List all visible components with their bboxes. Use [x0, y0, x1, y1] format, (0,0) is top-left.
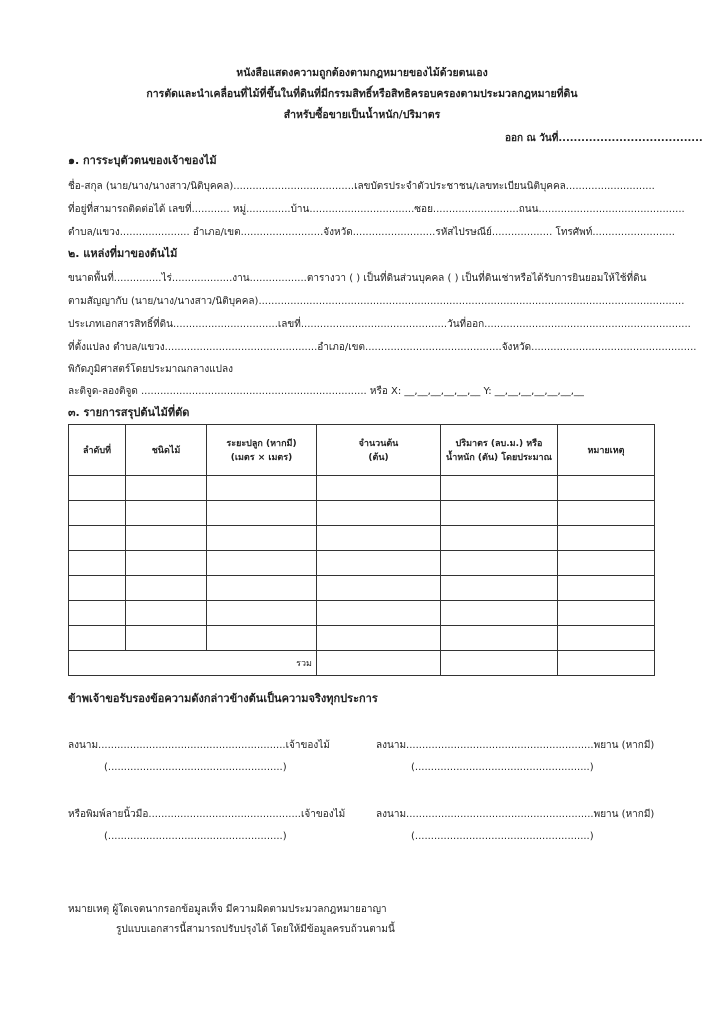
table-row[interactable]: [69, 601, 655, 626]
table-cell[interactable]: [441, 501, 558, 526]
table-cell[interactable]: [441, 551, 558, 576]
table-cell[interactable]: [126, 601, 207, 626]
table-cell[interactable]: [207, 476, 317, 501]
certification-statement: ข้าพเจ้าขอรับรองข้อความดังกล่าวข้างต้นเป็นความจริงทุกประการ: [68, 692, 378, 705]
land-document-row[interactable]: ประเภทเอกสารสิทธิ์ที่ดิน.................................เลขที่..............................................วันที่ออก.................................................................: [68, 319, 691, 330]
table-row[interactable]: [69, 626, 655, 651]
table-total-row: [69, 651, 655, 676]
table-row[interactable]: [69, 576, 655, 601]
owner-address-row[interactable]: ที่อยู่ที่สามารถติดต่อได้ เลขที่............ หมู่..............บ้าน.................................ซอย...........................ถนน..............................................: [68, 204, 685, 215]
total-volume-cell[interactable]: [441, 651, 558, 676]
coordinates-label: พิกัดภูมิศาสตร์โดยประมาณกลางแปลง: [68, 364, 234, 375]
table-cell[interactable]: [441, 476, 558, 501]
witness1-name-line[interactable]: (.......................................................): [411, 762, 594, 773]
col-header-count: จำนวนต้น (ต้น): [317, 425, 441, 476]
table-cell[interactable]: [69, 526, 126, 551]
owner-signature-line[interactable]: ลงนาม...........................................................เจ้าของไม้: [68, 740, 330, 751]
table-cell[interactable]: [558, 526, 655, 551]
table-cell[interactable]: [441, 576, 558, 601]
table-row[interactable]: [69, 501, 655, 526]
owner-name-line[interactable]: (.......................................................): [104, 762, 287, 773]
document-title: หนังสือแสดงความถูกต้องตามกฎหมายของไม้ด้วยตนเอง: [236, 67, 488, 79]
table-cell[interactable]: [317, 551, 441, 576]
table-cell[interactable]: [441, 626, 558, 651]
table-cell[interactable]: [317, 576, 441, 601]
col-header-order: ลำดับที่: [69, 425, 126, 476]
table-cell[interactable]: [207, 501, 317, 526]
owner-name-row[interactable]: ชื่อ-สกุล (นาย/นาง/นางสาว/นิติบุคคล)......................................เลขบัตรประจำตัวประชาชน/เลขทะเบียนนิติบุคคล............................: [68, 181, 655, 192]
total-count-cell[interactable]: [317, 651, 441, 676]
document-subtitle: การตัดและนำเคลื่อนที่ไม้ที่ขึ้นในที่ดินที่มีกรรมสิทธิ์หรือสิทธิครอบครองตามประมวลกฎหมายที่ดิน: [146, 88, 578, 100]
col-header-volume: ปริมาตร (ลบ.ม.) หรือ น้ำหนัก (ตัน) โดยประมาณ: [441, 425, 558, 476]
table-cell[interactable]: [69, 601, 126, 626]
table-cell[interactable]: [126, 576, 207, 601]
tree-summary-table: [68, 424, 655, 676]
table-cell[interactable]: [558, 626, 655, 651]
table-cell[interactable]: [126, 626, 207, 651]
table-cell[interactable]: [69, 576, 126, 601]
col-header-spacing: ระยะปลูก (หากมี) (เมตร × เมตร): [207, 425, 317, 476]
coordinates-row[interactable]: ละติจูด-ลองติจูด ....................................................................... หรือ X: __,__,__,__,__,__ Y: __,__,__,__,__,__,__: [68, 386, 584, 397]
contract-party-row[interactable]: ตามสัญญากับ (นาย/นาง/นางสาว/นิติบุคคล)......................................................................................................................................: [68, 296, 685, 307]
table-cell[interactable]: [317, 601, 441, 626]
table-cell[interactable]: [558, 601, 655, 626]
table-cell[interactable]: [558, 576, 655, 601]
table-row[interactable]: [69, 551, 655, 576]
table-cell[interactable]: [558, 551, 655, 576]
table-cell[interactable]: [207, 576, 317, 601]
table-cell[interactable]: [207, 551, 317, 576]
issue-date-field[interactable]: ออก ณ วันที่......................................: [505, 133, 703, 144]
table-cell[interactable]: [69, 626, 126, 651]
plot-location-row[interactable]: ที่ตั้งแปลง ตำบล/แขวง................................................อำเภอ/เขต...........................................จังหวัด....................................................: [68, 342, 697, 353]
table-cell[interactable]: [317, 476, 441, 501]
witness1-signature-line[interactable]: ลงนาม...........................................................พยาน (หากมี): [376, 740, 655, 751]
section1-heading: ๑. การระบุตัวตนของเจ้าของไม้: [68, 154, 217, 167]
section2-heading: ๒. แหล่งที่มาของต้นไม้: [68, 247, 178, 260]
witness2-name-line[interactable]: (.......................................................): [411, 831, 594, 842]
table-header-row: [69, 425, 655, 476]
document-scope: สำหรับซื้อขายเป็นน้ำหนัก/ปริมาตร: [283, 109, 441, 121]
table-cell[interactable]: [69, 476, 126, 501]
table-cell[interactable]: [69, 501, 126, 526]
table-cell[interactable]: [126, 476, 207, 501]
table-cell[interactable]: [207, 526, 317, 551]
owner-district-row[interactable]: ตำบล/แขวง...................... อำเภอ/เขต..........................จังหวัด..........................รหัสไปรษณีย์................... โทรศัพท์..........................: [68, 227, 675, 238]
table-cell[interactable]: [126, 551, 207, 576]
table-cell[interactable]: [69, 551, 126, 576]
table-cell[interactable]: [207, 601, 317, 626]
witness2-signature-line[interactable]: ลงนาม...........................................................พยาน (หากมี): [376, 809, 655, 820]
table-cell[interactable]: [558, 501, 655, 526]
col-header-species: ชนิดไม้: [126, 425, 207, 476]
table-cell[interactable]: [317, 501, 441, 526]
table-cell[interactable]: [441, 526, 558, 551]
table-cell[interactable]: [207, 626, 317, 651]
table-cell[interactable]: [317, 626, 441, 651]
section3-heading: ๓. รายการสรุปต้นไม้ที่ตัด: [68, 406, 190, 419]
table-cell[interactable]: [126, 526, 207, 551]
land-area-row[interactable]: ขนาดพื้นที่...............ไร่...................งาน..................ตารางวา ( ) เป็นที่ดินส่วนบุคคล ( ) เป็นที่ดินเช่าหรือได้รับการยินยอมให้ใช้ที่ดิน: [68, 273, 647, 284]
note-line-2: รูปแบบเอกสารนี้สามารถปรับปรุงได้ โดยให้มีข้อมูลครบถ้วนตามนี้: [116, 924, 395, 935]
col-header-remarks: หมายเหตุ: [558, 425, 655, 476]
table-cell[interactable]: [558, 476, 655, 501]
total-remarks-cell[interactable]: [558, 651, 655, 676]
total-label: รวม: [69, 651, 317, 676]
table-cell[interactable]: [317, 526, 441, 551]
note-line-1: หมายเหตุ ผู้ใดเจตนากรอกข้อมูลเท็จ มีความผิดตามประมวลกฎหมายอาญา: [68, 904, 387, 915]
thumbprint-line[interactable]: หรือพิมพ์ลายนิ้วมือ................................................เจ้าของไม้: [68, 809, 346, 820]
table-cell[interactable]: [126, 501, 207, 526]
table-row[interactable]: [69, 476, 655, 501]
thumbprint-name-line[interactable]: (.......................................................): [104, 831, 287, 842]
table-cell[interactable]: [441, 601, 558, 626]
table-row[interactable]: [69, 526, 655, 551]
